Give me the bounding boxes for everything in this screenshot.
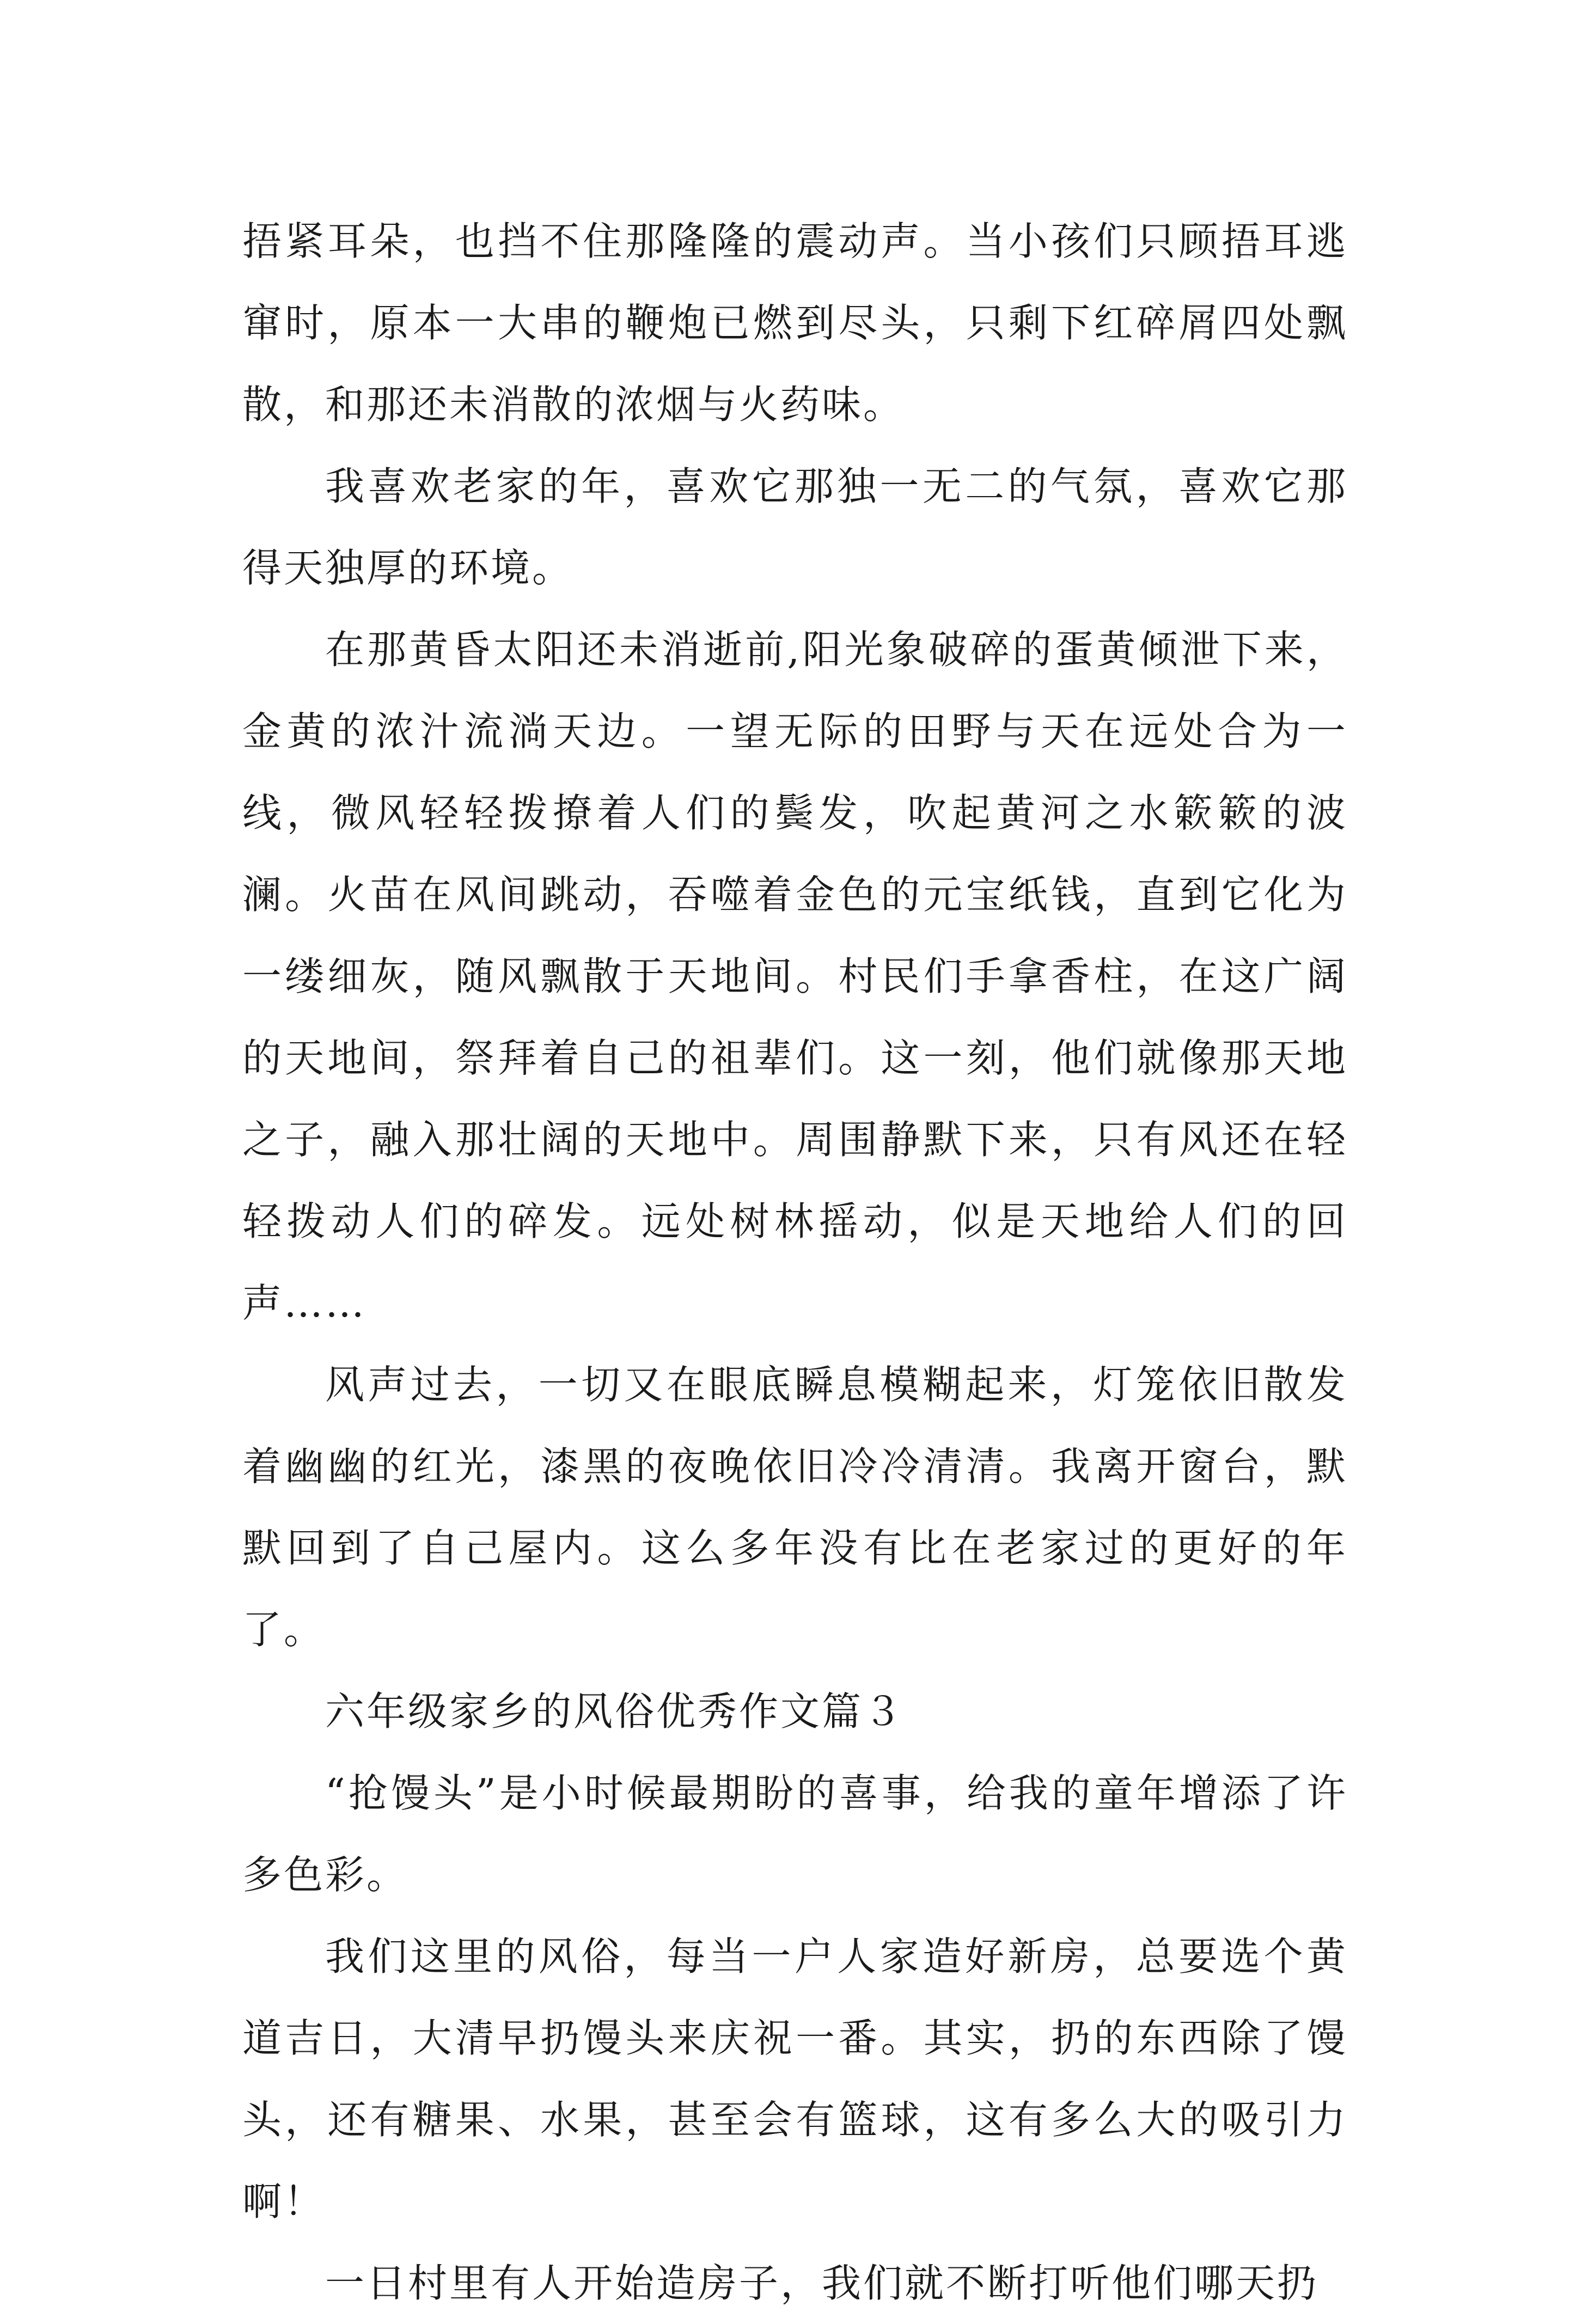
paragraph-continuation: 捂紧耳朵，也挡不住那隆隆的震动声。当小孩们只顾捂耳逃窜时，原本一大串的鞭炮已燃到尽头，只剩下红碎屑四处飘散，和那还未消散的浓烟与火药味。 bbox=[242, 218, 1348, 427]
paragraph: 我喜欢老家的年，喜欢它那独一无二的气氛，喜欢它那得天独厚的环境。 bbox=[242, 463, 1348, 591]
paragraph: 我们这里的风俗，每当一户人家造好新房，总要选个黄道吉日，大清早扔馒头来庆祝一番。其实，扔的东西除了馒头，还有糖果、水果，甚至会有篮球，这有多么大的吸引力啊！ bbox=[242, 1934, 1348, 2224]
paragraph: 风声过去，一切又在眼底瞬息模糊起来，灯笼依旧散发着幽幽的红光，漆黑的夜晚依旧冷冷清清。我离开窗台，默默回到了自己屋内。这么多年没有比在老家过的更好的年了。 bbox=[242, 1362, 1348, 1653]
section-heading: 六年级家乡的风俗优秀作文篇３ bbox=[325, 1689, 905, 1734]
paragraph: 在那黄昏太阳还未消逝前,阳光象破碎的蛋黄倾泄下来，金黄的浓汁流淌天边。一望无际的田野与天在远处合为一线，微风轻轻拨撩着人们的鬓发，吹起黄河之水簌簌的波澜。火苗在风间跳动，吞噬着金色的元宝纸钱，直到它化为一缕细灰，随风飘散于天地间。村民们手拿香柱，在这广阔的天地间，祭拜着自己的祖辈们。这一刻，他们就像那天地之子，融入那壮阔的天地中。周围静默下来，只有风还在轻轻拨动人们的碎发。远处树林摇动，似是天地给人们的回声…… bbox=[242, 627, 1348, 1326]
paragraph: 一日村里有人开始造房子，我们就不断打听他们哪天扔 bbox=[325, 2260, 1319, 2306]
paragraph: “抢馒头”是小时候最期盼的喜事，给我的童年增添了许多色彩。 bbox=[242, 1770, 1348, 1898]
document-body bbox=[242, 200, 1348, 2324]
